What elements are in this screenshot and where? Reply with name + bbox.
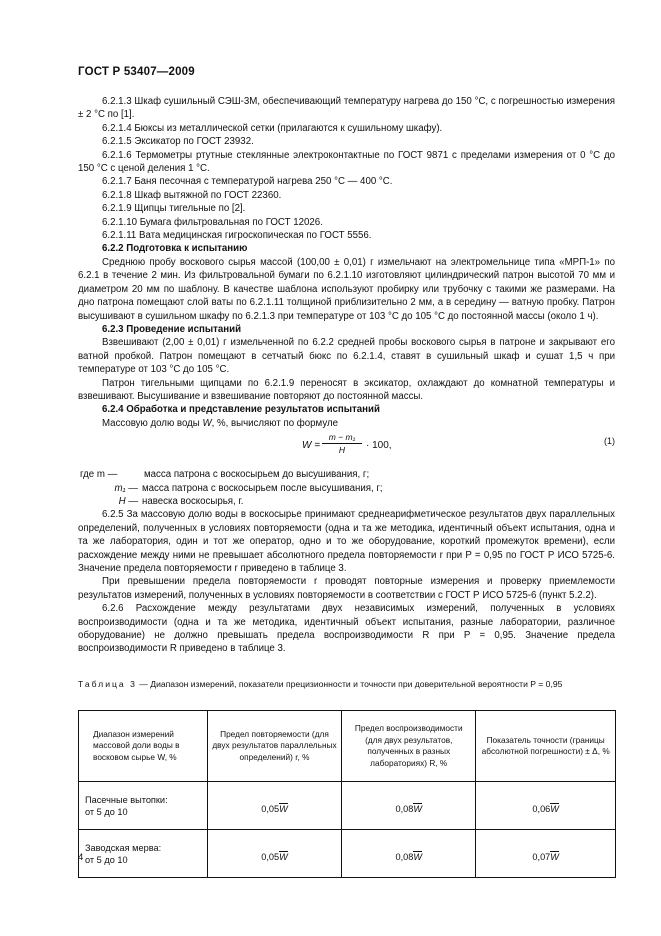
coef: 0,05 [261, 852, 280, 862]
formula-denominator: H [338, 445, 346, 456]
table-cell-accuracy [476, 782, 616, 830]
definition-label: H — [118, 495, 138, 507]
definition-row [78, 495, 615, 508]
paragraph-6-2-2: Среднюю пробу воскового сырья массой (100,00 ± 0,01) г измельчают на электромельнице типа «МРП-1» по 6.2.1 в течение 2 мин. Из фильтровальной бумаги по 6.2.1.10 изготовляют цилиндрический патрон высотой 70 мм и диаметром 20 мм по шаблону. В качестве шаблона используют пробирку или трубочку с такими же размерами. На дно патрона помещают слой ваты по 6.2.1.11 толщиной приблизительно 2 мм, а в середину — ватную пробку. Патрон высушивают в сушильном шкафу по 6.2.1.3 при температуре от 103 °С до 105 °С до постоянной массы (около 1 ч). [78, 256, 615, 322]
definition-text: масса патрона с воскосырьем до высушивания, г; [144, 469, 370, 481]
formula-lhs: W = [302, 440, 321, 452]
heading-6-2-3: 6.2.3 Проведение испытаний [102, 323, 242, 335]
paragraph-6-2-5-b: При превышении предела повторяемости r проводят повторные измерения и проверку приемлемости результатов измерений, полученных в условиях повторяемости в соответствии с ГОСТ Р ИСО 5725-6 (пункт 5.2.2). [78, 576, 615, 601]
paragraph-6-2-4-var: W [202, 417, 212, 429]
table-cell-range [79, 782, 208, 830]
w-mean-symbol: W [550, 852, 559, 862]
definition-row [78, 468, 615, 481]
paragraph-6-2-4 [78, 417, 615, 430]
range-label: Пасечные вытопки: [85, 794, 168, 805]
w-mean-symbol: W [413, 804, 423, 814]
formula-1 [78, 433, 615, 467]
formula-number: (1) [604, 436, 615, 447]
table-header-row [79, 711, 616, 782]
formula-definitions [78, 468, 615, 508]
formula-rest: · 100, [366, 440, 392, 452]
paragraph-6-2-1-4: 6.2.1.4 Бюксы из металлической сетки (прилагаются к сушильному шкафу). [102, 122, 443, 134]
table-row [79, 830, 616, 878]
definition-text: масса патрона с воскосырьем после высушивания, г; [142, 482, 383, 494]
paragraph-6-2-1-11: 6.2.1.11 Вата медицинская гигроскопическая по ГОСТ 5556. [102, 230, 372, 242]
table-cell-R [342, 782, 476, 830]
w-mean-symbol: W [279, 852, 288, 862]
heading-6-2-2: 6.2.2 Подготовка к испытанию [102, 243, 248, 255]
paragraph-6-2-6: 6.2.6 Расхождение между результатами двух независимых измерений, полученных в условиях воспроизводимости (одна и та же методика, идентичный объект испытания, разные лаборатории, различное оборудование) не должно превышать предела воспроизводимости R при P = 0,95. Значение предела воспроизводимости R приведено в таблице 3. [78, 603, 615, 655]
paragraph-6-2-3-b: Патрон тигельными щипцами по 6.2.1.9 переносят в эксикатор, охлаждают до комнатной температуры и взвешивают. Высушивание и взвешивание повторяют до постоянной массы. [78, 377, 615, 402]
paragraph-6-2-1-8: 6.2.1.8 Шкаф вытяжной по ГОСТ 22360. [102, 189, 282, 201]
range-value: от 5 до 10 [85, 854, 128, 865]
table-3 [78, 710, 616, 878]
definition-label: m₁ — [114, 482, 138, 494]
document-header: ГОСТ Р 53407—2009 [78, 66, 195, 78]
table-cell-range [79, 830, 208, 878]
paragraph-6-2-1-5: 6.2.1.5 Эксикатор по ГОСТ 23932. [102, 136, 254, 148]
coef: 0,05 [261, 804, 280, 814]
definition-label: где m — [80, 469, 118, 481]
page-number: 4 [78, 852, 84, 863]
formula-fraction [322, 432, 362, 455]
table-cell-R [342, 830, 476, 878]
table-header-reproducibility: Предел воспроизводимости (для двух результатов, полученных в разных лабораториях) R, % [342, 711, 476, 782]
table-row [79, 782, 616, 830]
table-caption-label: Таблица 3 [78, 679, 137, 689]
paragraph-6-2-5: 6.2.5 За массовую долю воды в воскосырье принимают среднеарифметическое результатов двух параллельных определений, полученных в условиях повторяемости (одна и та же методика, идентичный объект испытания, одна и та же лаборатория, один и тот же оператор, одно и то же оборудование, короткий промежуток времени), если расхождение между ними не превышает абсолютного предела повторяемости r при P = 0,95 по ГОСТ Р ИСО 5725-6. Значение предела повторяемости r приведено в таблице 3. [78, 509, 615, 574]
coef: 0,06 [532, 804, 551, 814]
coef: 0,08 [395, 804, 414, 814]
heading-6-2-4: 6.2.4 Обработка и представление результатов испытаний [102, 404, 380, 416]
table-cell-r [207, 782, 341, 830]
paragraph-6-2-1-3: 6.2.1.3 Шкаф сушильный СЭШ-3М, обеспечивающий температуру нагрева до 150 °С, с погрешностью измерения ± 2 °С по [1]. [78, 96, 615, 121]
paragraph-6-2-1-10: 6.2.1.10 Бумага фильтровальная по ГОСТ 12026. [102, 216, 323, 228]
paragraph-6-2-1-6: 6.2.1.6 Термометры ртутные стеклянные электроконтактные по ГОСТ 9871 с пределами измерения от 0 °С до 150 °С с ценой деления 1 °С. [78, 149, 615, 175]
document-body [78, 95, 615, 656]
coef: 0,08 [395, 852, 414, 862]
paragraph-6-2-1-7: 6.2.1.7 Баня песочная с температурой нагрева 250 °С — 400 °С. [102, 176, 393, 188]
w-mean-symbol: W [279, 804, 288, 814]
range-value: от 5 до 10 [85, 806, 128, 817]
w-mean-symbol: W [550, 804, 559, 814]
w-mean-symbol: W [413, 852, 423, 862]
table-header-accuracy: Показатель точности (границы абсолютной погрешности) ± Δ, % [476, 711, 616, 782]
table-header-repeatability: Предел повторяемости (для двух результатов параллельных определений) r, % [207, 711, 341, 782]
table-caption-text: — Диапазон измерений, показатели прецизионности и точности при доверительной вероятности P = 0,95 [136, 679, 563, 689]
definition-row [78, 482, 615, 495]
table-header-range: Диапазон измерений массовой доли воды в восковом сырье W, % [79, 711, 208, 782]
formula-numerator: m − m₁ [322, 432, 362, 444]
paragraph-6-2-1-9: 6.2.1.9 Щипцы тигельные по [2]. [102, 203, 246, 215]
paragraph-6-2-4-pre: Массовую долю воды [102, 417, 203, 429]
table-cell-r [207, 830, 341, 878]
paragraph-6-2-3-a: Взвешивают (2,00 ± 0,01) г измельченной по 6.2.2 средней пробы воскового сырья в патроне и закрывают его ватной пробкой. Патрон помещают в сетчатый бюкс по 6.2.1.4, ставят в сушильный шкаф и сушат 1,5 ч при температуре от 103 °С до 105 °С. [78, 337, 615, 376]
table-cell-accuracy [476, 830, 616, 878]
definition-text: навеска воскосырья, г. [142, 495, 244, 507]
range-label: Заводская мерва: [85, 842, 162, 853]
coef: 0,07 [532, 852, 551, 862]
table-caption [78, 678, 615, 690]
paragraph-6-2-4-post: , %, вычисляют по формуле [211, 417, 338, 429]
